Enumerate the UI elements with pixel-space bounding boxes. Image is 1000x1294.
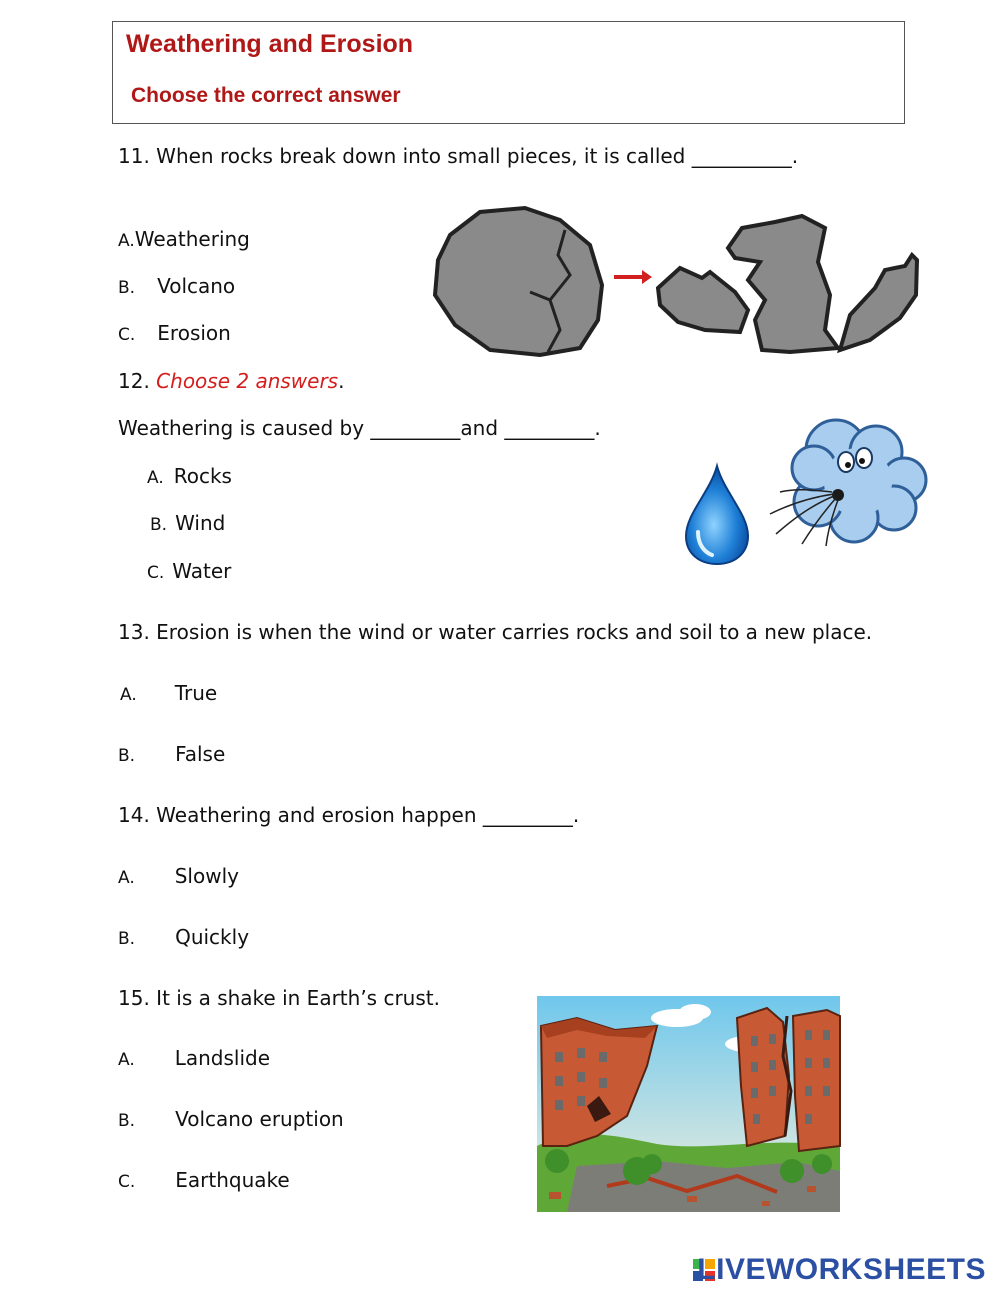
worksheet-title: Weathering and Erosion — [126, 30, 414, 58]
question-15-option-a[interactable] — [118, 1046, 270, 1070]
option-letter: C. — [118, 325, 136, 345]
water-drop-icon — [684, 462, 750, 566]
option-letter: C. — [118, 1172, 136, 1192]
question-11-option-b[interactable] — [118, 274, 235, 298]
option-text: Quickly — [175, 925, 250, 949]
question-14-option-a[interactable] — [118, 864, 239, 888]
question-12-number: 12. — [118, 369, 150, 393]
option-letter: B. — [118, 1111, 136, 1131]
option-letter: A. — [120, 685, 137, 705]
question-13-option-b[interactable] — [118, 742, 225, 766]
question-14-option-b[interactable] — [118, 925, 249, 949]
option-letter: B. — [150, 515, 168, 535]
option-letter: A. — [147, 468, 164, 488]
option-text: Wind — [175, 511, 226, 535]
earthquake-image — [537, 996, 840, 1212]
option-letter: A. — [118, 868, 135, 888]
option-text: Water — [172, 559, 232, 583]
question-12-instruction: Choose 2 answers — [156, 369, 339, 393]
option-text: Slowly — [174, 864, 239, 888]
question-13-prompt: 13. Erosion is when the wind or water carries rocks and soil to a new place. — [118, 620, 873, 644]
question-11-prompt: 11. When rocks break down into small pieces, it is called __________. — [118, 144, 799, 168]
option-letter: B. — [118, 278, 136, 298]
option-text: Rocks — [173, 464, 232, 488]
option-text: True — [174, 681, 218, 705]
option-text: Earthquake — [175, 1168, 290, 1192]
option-text: Weathering — [134, 227, 250, 251]
option-text: Landslide — [174, 1046, 271, 1070]
wind-cloud-icon — [766, 410, 931, 550]
question-13-option-a[interactable] — [120, 681, 217, 705]
question-12-option-c[interactable] — [147, 559, 231, 583]
option-text: Erosion — [157, 321, 231, 345]
worksheet-subtitle: Choose the correct answer — [131, 84, 401, 107]
option-text: Volcano — [157, 274, 236, 298]
question-12-option-a[interactable] — [147, 464, 232, 488]
question-12-instruction-end: . — [338, 369, 345, 393]
option-letter: B. — [118, 746, 136, 766]
question-15-option-c[interactable] — [118, 1168, 290, 1192]
rock-breaking-image — [430, 200, 920, 360]
question-12-heading — [118, 369, 344, 393]
option-letter: B. — [118, 929, 136, 949]
question-12-option-b[interactable] — [150, 511, 225, 535]
option-text: False — [175, 742, 226, 766]
question-15-option-b[interactable] — [118, 1107, 344, 1131]
option-letter: A. — [118, 231, 135, 251]
option-letter: C. — [147, 563, 165, 583]
option-letter: A. — [118, 1050, 135, 1070]
option-text: Volcano eruption — [175, 1107, 344, 1131]
question-11-option-a[interactable] — [118, 227, 250, 251]
question-11-option-c[interactable] — [118, 321, 231, 345]
liveworksheets-logo-text: LIVEWORKSHEETS — [697, 1253, 986, 1286]
question-12-prompt: Weathering is caused by _________and _________. — [118, 416, 601, 440]
question-14-prompt: 14. Weathering and erosion happen _________. — [118, 803, 580, 827]
question-15-prompt: 15. It is a shake in Earth’s crust. — [118, 986, 440, 1010]
